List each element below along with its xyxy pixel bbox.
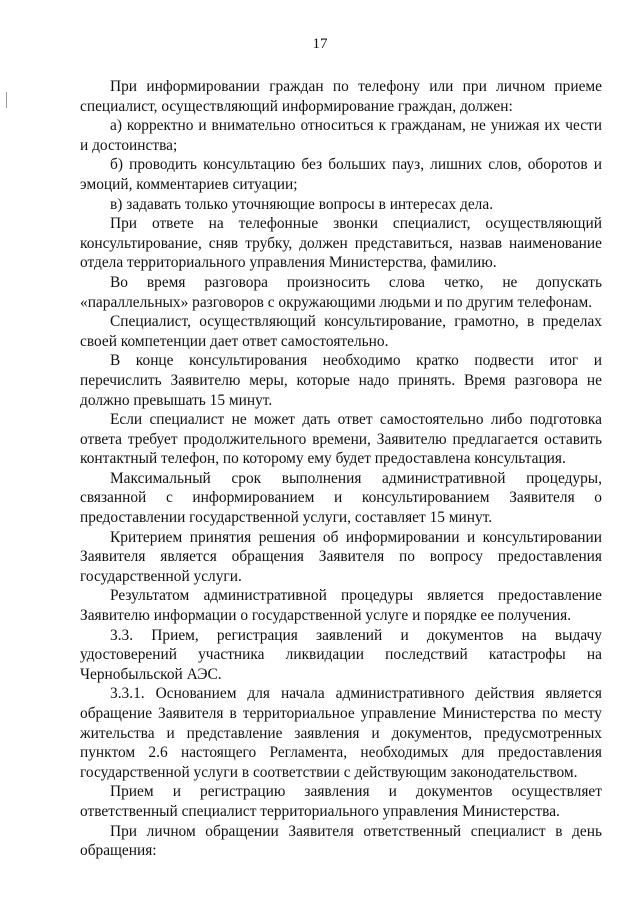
paragraph-intro: При информировании граждан по телефону или при личном приеме специалист, осуществляющий информирование граждан, должен:	[80, 78, 602, 115]
paragraph-result: Результатом административной процедуры является предоставление Заявителю информации о государственной услуге и порядке ее получения.	[80, 587, 602, 625]
list-item-b: б) проводить консультацию без больших пауз, лишних слов, оборотов и эмоций, комментариев ситуации;	[80, 156, 602, 193]
section-3-3-1: 3.3.1. Основанием для начала административного действия является обращение Заявителя в территориальное управление Министерства по месту жительства и представление заявления и документов, предусмотренных пунктом 2.6 настоящего Регламента, необходимых для предоставления государственной услуги в соответствии с действующим законодательством.	[80, 685, 602, 781]
paragraph-reception: Прием и регистрацию заявления и документов осуществляет ответственный специалист территориального управления Министерства.	[80, 783, 602, 820]
section-3-3-heading: 3.3. Прием, регистрация заявлений и документов на выдачу удостоверений участника ликвидации последствий катастрофы на Чернобыльской АЭС.	[80, 626, 602, 683]
page-number: 17	[312, 36, 328, 52]
document-body	[80, 77, 602, 861]
paragraph-criterion: Критерием принятия решения об информировании и консультировании Заявителя является обращения Заявителя по вопросу предоставления государственной услуги.	[80, 528, 602, 585]
scan-edge-mark	[6, 92, 7, 108]
paragraph-callback: Если специалист не может дать ответ самостоятельно либо подготовка ответа требует продолжительного времени, Заявителю предлагается оставить контактный телефон, по которому ему будет предоставлена консультация.	[80, 411, 602, 468]
paragraph-phone-answer: При ответе на телефонные звонки специалист, осуществляющий консультирование, сняв трубку, должен представиться, назвав наименование отдела территориального управления Министерства, фамилию.	[80, 215, 602, 272]
paragraph-personal-visit: При личном обращении Заявителя ответственный специалист в день обращения:	[80, 822, 602, 860]
paragraph-competence: Специалист, осуществляющий консультирование, грамотно, в пределах своей компетенции дает ответ самостоятельно.	[80, 313, 602, 350]
paragraph-summary: В конце консультирования необходимо кратко подвести итог и перечислить Заявителю меры, которые надо принять. Время разговора не должно превышать 15 минут.	[80, 352, 602, 409]
paragraph-conversation: Во время разговора произносить слова четко, не допускать «параллельных» разговоров с окружающими людьми и по другим телефонам.	[80, 273, 602, 311]
list-item-c: в) задавать только уточняющие вопросы в интересах дела.	[110, 195, 494, 213]
paragraph-max-time: Максимальный срок выполнения административной процедуры, связанной с информированием и консультированием Заявителя о предоставлении государственной услуги, составляет 15 минут.	[80, 469, 602, 527]
list-item-a: а) корректно и внимательно относиться к гражданам, не унижая их чести и достоинства;	[80, 117, 602, 154]
